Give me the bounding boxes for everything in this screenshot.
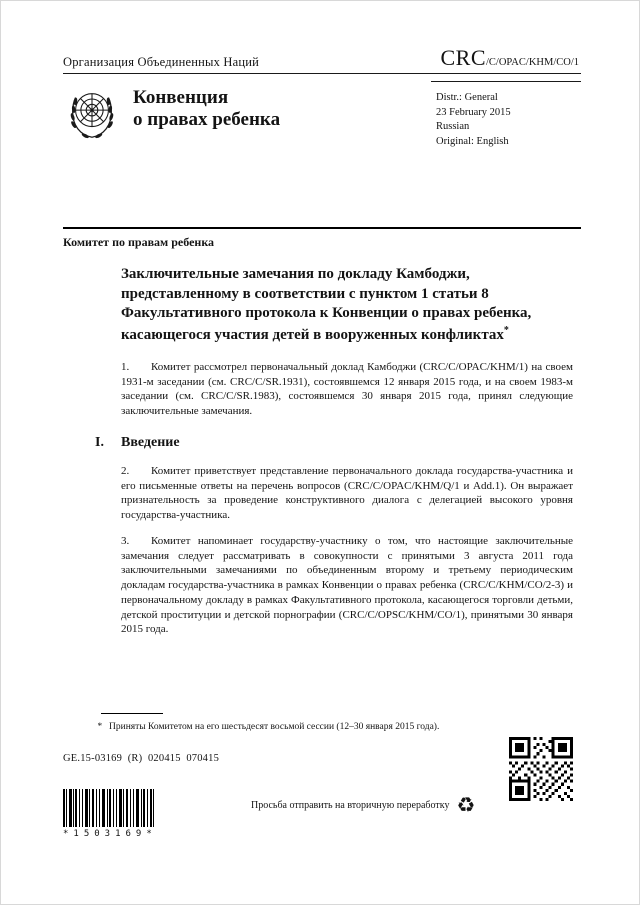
original-line: Original: English	[436, 136, 509, 148]
section-heading-introduction	[95, 434, 573, 451]
org-name: Организация Объединенных Наций	[63, 55, 260, 69]
distribution-block	[436, 91, 511, 150]
ge-number: GE.15-03169 (R) 020415 070415	[63, 753, 220, 764]
barcode-text: *1503169*	[63, 829, 157, 839]
paragraph-1-text: Комитет рассмотрел первоначальный доклад Камбоджи (CRC/C/OPAC/KHM/1) на своем 1931-м заседании (см. CRC/C/SR.1931), состоявшемся 12 января 2015 года, и на своем 1983-м заседании (см. CRC/C/SR.1983), состоявшемся 30 января 2015 года, принял следующие заключительные замечания.	[121, 361, 573, 418]
barcode	[63, 789, 155, 827]
footnote-marker-bottom: *	[97, 722, 102, 732]
paragraph-3-text: Комитет напоминает государству-участнику о том, что настоящие заключительные замечания следует рассматривать в совокупности с принятыми 3 августа 2011 года заключительными замечаниями по объединенным второму и третьему периодическим докладам государства-участника в рамках Конвенции о правах ребенка (CRC/C/KHM/CO/2-3) и первоначальному докладу в рамках Факультативного протокола, касающегося торговли детьми, детской проституции и детской порнографии (CRC/C/OPSC/KHM/CO/1), принятыми 30 января 2015 года.	[121, 534, 573, 636]
language-line: Russian	[436, 121, 470, 133]
paragraph-3-number: 3.	[121, 534, 130, 547]
date-line: 23 February 2015	[436, 106, 511, 118]
recycle-text: Просьба отправить на вторичную переработку	[251, 800, 450, 811]
paragraph-2-number: 2.	[121, 464, 130, 477]
section-title: Введение	[121, 434, 180, 450]
footnote	[97, 722, 517, 732]
section-number: I.	[95, 434, 104, 450]
section-divider-rule	[63, 227, 581, 229]
document-symbol-main: CRC	[440, 45, 487, 70]
document-symbol-rest: /C/OPAC/KHM/CO/1	[486, 57, 579, 68]
distr-line: Distr.: General	[436, 92, 498, 103]
committee-label: Комитет по правам ребенка	[63, 235, 215, 249]
symbol-rule	[431, 81, 581, 82]
paragraph-1-number: 1.	[121, 361, 130, 373]
convention-title	[133, 87, 280, 132]
paragraph-2	[121, 464, 573, 523]
footnote-rule	[101, 713, 163, 714]
un-emblem-icon	[63, 85, 121, 143]
recycle-note	[251, 795, 475, 816]
main-content	[95, 265, 573, 648]
convention-title-line1: Конвенция	[133, 87, 229, 108]
qr-code	[509, 737, 573, 801]
footnote-marker: *	[503, 324, 509, 336]
convention-title-line2: о правах ребенка	[133, 109, 281, 131]
document-title	[121, 265, 573, 345]
header-rule	[63, 73, 581, 74]
footnote-text: Приняты Комитетом на его шестьдесят восьмой сессии (12–30 января 2015 года).	[109, 722, 440, 732]
paragraph-2-text: Комитет приветствует представление первоначального доклада государства-участника и его письменные ответы на перечень вопросов (CRC/C/OPAC/KHM/Q/1 и Add.1). Он выражает признательность за проведение конструктивного диалога с делегацией высокого уровня государства-участника.	[121, 464, 573, 522]
paragraph-3	[121, 534, 573, 637]
document-symbol	[440, 45, 579, 71]
document-title-text: Заключительные замечания по докладу Камбоджи, представленному в соответствии с пунктом 1 статьи 8 Факультативного протокола к Конвенции о правах ребенка, касающегося участия детей в вооруженных конфликтах	[121, 266, 532, 343]
paragraph-1	[121, 360, 573, 419]
recycle-icon: ♻	[456, 793, 476, 817]
